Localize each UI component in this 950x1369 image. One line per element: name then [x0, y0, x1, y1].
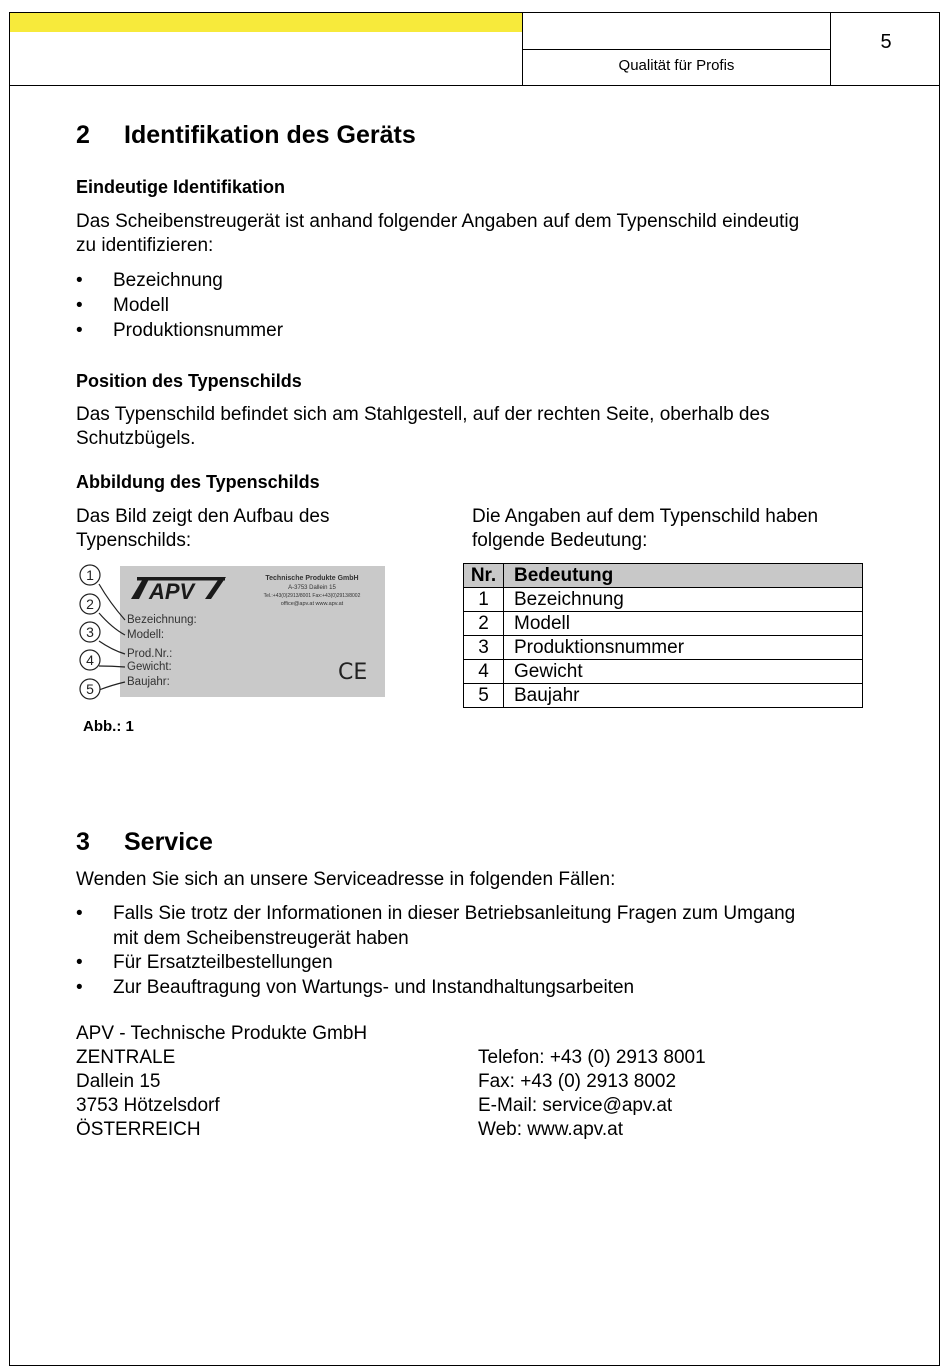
contact-web: Web: www.apv.at	[478, 1119, 624, 1140]
table-cell-bedeutung: Produktionsnummer	[504, 636, 863, 660]
text-line: Schutzbügels.	[76, 428, 196, 449]
table-row	[464, 588, 863, 612]
plate-address: A-3753 Dallein 15	[288, 585, 336, 591]
callout-number: 5	[86, 681, 94, 697]
text-line: Das Bild zeigt den Aufbau des	[76, 506, 330, 527]
table-row	[464, 636, 863, 660]
identification-list	[76, 268, 283, 343]
list-item: • Modell	[76, 293, 283, 318]
address-line: 3753 Hötzelsdorf	[76, 1095, 220, 1116]
table-cell-nr: 3	[464, 636, 504, 660]
service-intro: Wenden Sie sich an unsere Serviceadresse in folgenden Fällen:	[76, 869, 616, 890]
subheading-position: Position des Typenschilds	[76, 371, 302, 391]
section-number: 3	[76, 828, 90, 856]
address-line: ZENTRALE	[76, 1047, 176, 1068]
table-cell-nr: 2	[464, 612, 504, 636]
type-plate-illustration	[76, 563, 388, 703]
section-number: 2	[76, 121, 90, 149]
plate-field: Baujahr:	[127, 676, 170, 688]
subheading-eindeutig: Eindeutige Identifikation	[76, 177, 286, 197]
plate-web: office@apv.at www.apv.at	[280, 601, 344, 607]
section-title: Identifikation des Geräts	[124, 121, 416, 149]
list-item: • Bezeichnung	[76, 268, 283, 293]
table-cell-nr: 1	[464, 588, 504, 612]
list-item: • Für Ersatzteilbestellungen	[76, 951, 795, 976]
table-cell-nr: 4	[464, 660, 504, 684]
service-cases-list	[76, 902, 795, 1000]
table-cell-nr: 5	[464, 684, 504, 708]
header-divider	[830, 12, 831, 85]
contact-phone: Telefon: +43 (0) 2913 8001	[478, 1047, 706, 1068]
plate-field: Gewicht:	[127, 661, 172, 673]
address-line: Dallein 15	[76, 1071, 161, 1092]
service-contact	[478, 1046, 706, 1142]
paragraph-abbildung-right	[472, 505, 818, 553]
table-cell-bedeutung: Bezeichnung	[504, 588, 863, 612]
text-line: folgende Bedeutung:	[472, 530, 648, 551]
header-slogan: Qualität für Profis	[618, 57, 735, 74]
plate-field: Prod.Nr.:	[127, 648, 173, 660]
header-divider	[522, 49, 830, 50]
text-line: mit dem Scheibenstreugerät haben	[113, 927, 409, 949]
text-line: Das Typenschild befindet sich am Stahlgestell, auf der rechten Seite, oberhalb des	[76, 404, 770, 425]
contact-fax: Fax: +43 (0) 2913 8002	[478, 1071, 677, 1092]
type-plate-table	[463, 563, 863, 708]
service-address	[76, 1022, 367, 1142]
plate-logo: APV	[149, 579, 195, 604]
paragraph-position	[76, 403, 770, 451]
callout-number: 3	[86, 624, 94, 640]
table-row	[464, 660, 863, 684]
table-header-row	[464, 564, 863, 588]
table-cell-bedeutung: Baujahr	[504, 684, 863, 708]
text-line: Typenschilds:	[76, 530, 192, 551]
section-3-heading	[76, 828, 213, 857]
company-name: APV - Technische Produkte GmbH	[76, 1023, 368, 1044]
text-line: Die Angaben auf dem Typenschild haben	[472, 506, 819, 527]
callout-number: 4	[86, 652, 94, 668]
table-cell-bedeutung: Gewicht	[504, 660, 863, 684]
column-header-bedeutung: Bedeutung	[504, 564, 863, 588]
plate-phone: Tel.:+43(0)2913/8001 Fax:+43(0)2913/8002	[263, 593, 361, 599]
table-cell-bedeutung: Modell	[504, 612, 863, 636]
text-line: Das Scheibenstreugerät ist anhand folgender Angaben auf dem Typenschild eindeutig	[76, 211, 800, 232]
plate-field: Bezeichnung:	[127, 614, 197, 626]
column-header-nr: Nr.	[464, 564, 504, 588]
callout-number: 1	[86, 567, 94, 583]
figure-caption: Abb.: 1	[83, 718, 134, 735]
section-title: Service	[124, 828, 213, 856]
plate-field: Modell:	[127, 629, 165, 641]
paragraph-eindeutig	[76, 210, 799, 258]
paragraph-abbildung-left	[76, 505, 330, 553]
table-row	[464, 612, 863, 636]
callout-number: 2	[86, 596, 94, 612]
table-row	[464, 684, 863, 708]
header-accent-bar	[10, 13, 522, 32]
list-item: • Zur Beauftragung von Wartungs- und Instandhaltungsarbeiten	[76, 976, 795, 1001]
ce-mark: CE	[338, 660, 368, 685]
page-number: 5	[880, 31, 892, 53]
header-bottom-rule	[9, 85, 940, 86]
list-item: • Produktionsnummer	[76, 318, 283, 343]
plate-company: Technische Produkte GmbH	[265, 575, 359, 582]
text-line: zu identifizieren:	[76, 235, 214, 256]
subheading-abbildung: Abbildung des Typenschilds	[76, 472, 320, 492]
address-line: ÖSTERREICH	[76, 1119, 201, 1140]
list-item	[76, 902, 795, 951]
text-line: • Falls Sie trotz der Informationen in dieser Betriebsanleitung Fragen zum Umgang	[113, 903, 796, 924]
contact-email: E-Mail: service@apv.at	[478, 1095, 673, 1116]
section-2-heading	[76, 121, 416, 150]
